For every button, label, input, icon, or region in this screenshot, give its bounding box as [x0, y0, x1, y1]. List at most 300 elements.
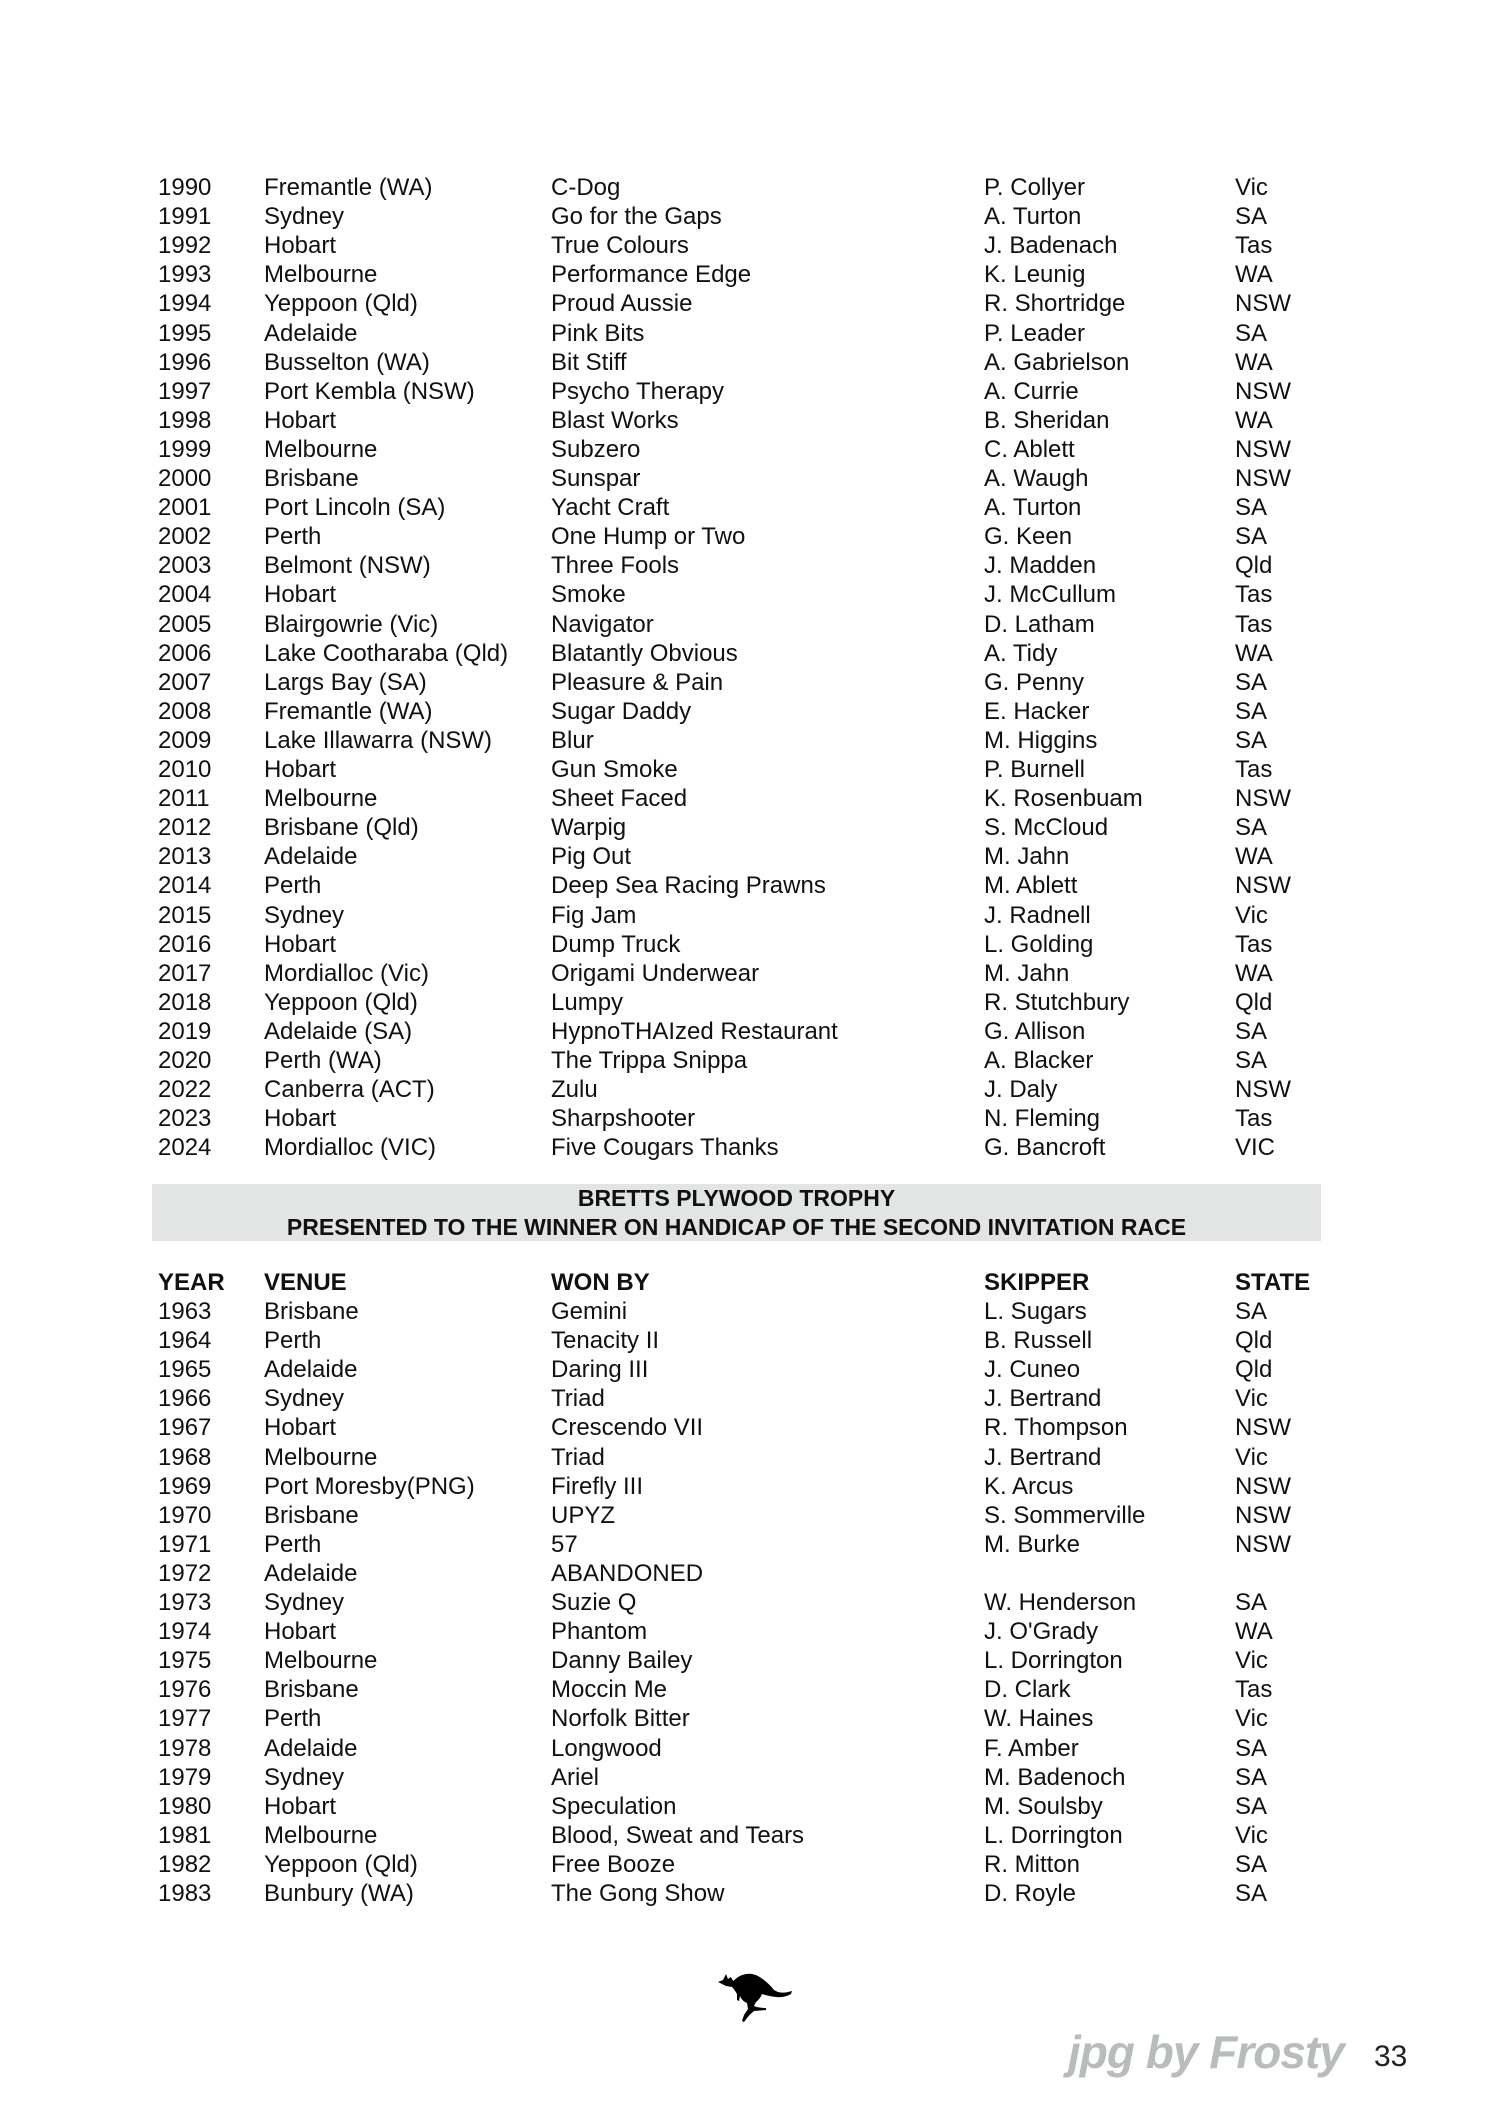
table-row: [0, 406, 1500, 435]
cell-won-by: Lumpy: [551, 988, 624, 1016]
cell-skipper: J. Bertrand: [984, 1443, 1102, 1471]
table-row: [0, 1530, 1500, 1559]
cell-year: 2018: [158, 988, 212, 1016]
cell-year: 1964: [158, 1327, 212, 1355]
cell-year: 1974: [158, 1618, 212, 1646]
table-row: [0, 522, 1500, 551]
cell-won-by: Psycho Therapy: [551, 377, 724, 405]
table-row: [0, 959, 1500, 988]
cell-state: SA: [1235, 203, 1268, 231]
cell-year: 1999: [158, 435, 212, 463]
trophy-subtitle: PRESENTED TO THE WINNER ON HANDICAP OF THE SECOND INVITATION RACE: [286, 1213, 1187, 1240]
cell-won-by: Blur: [551, 726, 594, 754]
cell-skipper: G. Bancroft: [984, 1134, 1106, 1162]
cell-venue: Hobart: [264, 1414, 337, 1442]
cell-year: 1968: [158, 1443, 212, 1471]
table-row: [0, 1017, 1500, 1046]
cell-won-by: Performance Edge: [551, 261, 752, 289]
cell-won-by: Pig Out: [551, 843, 632, 871]
cell-skipper: P. Burnell: [984, 756, 1085, 783]
cell-venue: Melbourne: [264, 1443, 378, 1471]
trophy-heading: [152, 1184, 1321, 1241]
cell-year: 2005: [158, 610, 212, 638]
cell-venue: Bunbury (WA): [264, 1880, 414, 1907]
cell-skipper: K. Leunig: [984, 261, 1086, 289]
cell-won-by: ABANDONED: [551, 1559, 704, 1587]
table-row: [0, 755, 1500, 784]
cell-won-by: Triad: [551, 1443, 605, 1471]
cell-won-by: Blood, Sweat and Tears: [551, 1821, 805, 1849]
cell-venue: Brisbane: [264, 1298, 359, 1325]
cell-year: 2004: [158, 581, 212, 609]
cell-skipper: L. Sugars: [984, 1298, 1087, 1325]
cell-won-by: 57: [551, 1530, 578, 1558]
cell-won-by: Suzie Q: [551, 1589, 637, 1616]
cell-won-by: Navigator: [551, 610, 654, 638]
cell-year: 1994: [158, 290, 212, 318]
cell-skipper: L. Dorrington: [984, 1821, 1123, 1849]
cell-won-by: Firefly III: [551, 1472, 644, 1500]
cell-year: 1975: [158, 1647, 212, 1675]
cell-won-by: Deep Sea Racing Prawns: [551, 872, 826, 900]
cell-state: SA: [1235, 814, 1268, 842]
cell-skipper: G. Keen: [984, 523, 1073, 551]
cell-skipper: L. Dorrington: [984, 1647, 1123, 1675]
cell-venue: Perth: [264, 872, 322, 900]
cell-year: 2014: [158, 872, 212, 900]
table-row: [0, 202, 1500, 231]
cell-venue: Adelaide: [264, 1356, 358, 1384]
cell-won-by: Three Fools: [551, 552, 680, 580]
cell-state: SA: [1235, 1298, 1268, 1325]
cell-state: Vic: [1235, 174, 1268, 201]
cell-state: WA: [1235, 261, 1273, 289]
cell-venue: Belmont (NSW): [264, 552, 431, 580]
cell-venue: Blairgowrie (Vic): [264, 610, 439, 638]
cell-won-by: Pink Bits: [551, 319, 645, 347]
cell-skipper: J. Daly: [984, 1076, 1058, 1104]
cell-won-by: Daring III: [551, 1356, 649, 1384]
table-row: [0, 1104, 1500, 1133]
cell-venue: Melbourne: [264, 1821, 378, 1849]
cell-year: 1990: [158, 174, 212, 201]
cell-won-by: Zulu: [551, 1076, 598, 1104]
cell-state: Vic: [1235, 1443, 1268, 1471]
cell-skipper: M. Higgins: [984, 726, 1098, 754]
cell-skipper: R. Thompson: [984, 1414, 1128, 1442]
cell-state: WA: [1235, 959, 1273, 987]
table-row: [0, 1046, 1500, 1075]
cell-year: 1978: [158, 1734, 212, 1762]
cell-year: 2019: [158, 1017, 212, 1045]
cell-year: 1998: [158, 406, 212, 434]
cell-state: Qld: [1235, 1356, 1273, 1384]
cell-venue: Brisbane: [264, 465, 359, 492]
table-header-row: [0, 1268, 1500, 1297]
table-row: [0, 348, 1500, 377]
cell-won-by: Go for the Gaps: [551, 203, 722, 231]
table-row: [0, 1646, 1500, 1675]
cell-won-by: Crescendo VII: [551, 1414, 704, 1442]
cell-venue: Canberra (ACT): [264, 1076, 435, 1104]
cell-won-by: Sheet Faced: [551, 785, 688, 813]
cell-year: 2000: [158, 465, 212, 492]
cell-venue: Brisbane: [264, 1501, 359, 1529]
cell-won-by: Proud Aussie: [551, 290, 693, 318]
cell-state: Tas: [1235, 1105, 1273, 1133]
table-row: [0, 289, 1500, 318]
cell-state: VIC: [1235, 1134, 1276, 1162]
cell-state: WA: [1235, 639, 1273, 667]
cell-year: 1969: [158, 1472, 212, 1500]
table-row: [0, 1675, 1500, 1704]
cell-skipper: B. Sheridan: [984, 406, 1110, 434]
kangaroo-icon: [714, 1968, 798, 2024]
cell-year: 2020: [158, 1047, 212, 1074]
cell-year: 2013: [158, 843, 212, 871]
cell-year: 1963: [158, 1298, 212, 1325]
header-skipper: SKIPPER: [984, 1269, 1090, 1296]
table-row: [0, 668, 1500, 697]
cell-skipper: A. Currie: [984, 377, 1079, 405]
cell-year: 2016: [158, 930, 212, 958]
cell-state: NSW: [1235, 1414, 1291, 1442]
cell-state: Vic: [1235, 901, 1268, 929]
cell-skipper: J. Bertrand: [984, 1385, 1102, 1413]
table-row: [0, 1588, 1500, 1617]
table-row: [0, 813, 1500, 842]
cell-venue: Adelaide: [264, 319, 358, 347]
cell-skipper: M. Ablett: [984, 872, 1078, 900]
header-state: STATE: [1235, 1269, 1311, 1296]
cell-won-by: Five Cougars Thanks: [551, 1134, 779, 1162]
table-row: [0, 1704, 1500, 1733]
table-row: [0, 231, 1500, 260]
cell-won-by: The Trippa Snippa: [551, 1047, 748, 1074]
cell-won-by: Origami Underwear: [551, 959, 760, 987]
cell-skipper: M. Jahn: [984, 959, 1070, 987]
cell-state: NSW: [1235, 377, 1291, 405]
cell-state: WA: [1235, 406, 1273, 434]
cell-skipper: D. Latham: [984, 610, 1095, 638]
cell-year: 2003: [158, 552, 212, 580]
cell-won-by: The Gong Show: [551, 1880, 725, 1907]
cell-won-by: Gun Smoke: [551, 756, 678, 783]
cell-venue: Largs Bay (SA): [264, 668, 427, 696]
cell-skipper: W. Henderson: [984, 1589, 1137, 1616]
table-row: [0, 1792, 1500, 1821]
cell-skipper: M. Jahn: [984, 843, 1070, 871]
table-row: [0, 1501, 1500, 1530]
cell-venue: Fremantle (WA): [264, 697, 433, 725]
cell-skipper: J. Radnell: [984, 901, 1091, 929]
table-row: [0, 697, 1500, 726]
cell-won-by: HypnoTHAIzed Restaurant: [551, 1017, 838, 1045]
table-row: [0, 1617, 1500, 1646]
cell-won-by: Sunspar: [551, 465, 641, 492]
cell-year: 1993: [158, 261, 212, 289]
table-row: [0, 930, 1500, 959]
cell-won-by: Blatantly Obvious: [551, 639, 738, 667]
cell-state: Tas: [1235, 232, 1273, 260]
cell-skipper: R. Stutchbury: [984, 988, 1130, 1016]
cell-skipper: E. Hacker: [984, 697, 1090, 725]
watermark: jpg by Frosty: [1068, 2026, 1344, 2078]
cell-venue: Mordialloc (VIC): [264, 1134, 437, 1162]
cell-year: 1970: [158, 1501, 212, 1529]
cell-state: SA: [1235, 668, 1268, 696]
cell-won-by: Moccin Me: [551, 1676, 668, 1704]
cell-won-by: One Hump or Two: [551, 523, 746, 551]
table-row: [0, 260, 1500, 289]
cell-won-by: Warpig: [551, 814, 627, 842]
cell-state: SA: [1235, 1763, 1268, 1791]
cell-venue: Brisbane (Qld): [264, 814, 419, 842]
cell-venue: Perth: [264, 523, 322, 551]
cell-venue: Port Lincoln (SA): [264, 494, 446, 522]
cell-venue: Sydney: [264, 901, 345, 929]
cell-venue: Hobart: [264, 1105, 337, 1133]
table-row: [0, 551, 1500, 580]
cell-skipper: A. Tidy: [984, 639, 1058, 667]
table-row: [0, 784, 1500, 813]
cell-year: 2002: [158, 523, 212, 551]
cell-year: 2011: [158, 785, 210, 813]
table-row: [0, 1821, 1500, 1850]
cell-year: 2006: [158, 639, 212, 667]
cell-venue: Melbourne: [264, 785, 378, 813]
cell-skipper: P. Leader: [984, 319, 1085, 347]
cell-year: 1995: [158, 319, 212, 347]
cell-won-by: Blast Works: [551, 406, 679, 434]
cell-venue: Lake Illawarra (NSW): [264, 726, 493, 754]
cell-venue: Hobart: [264, 930, 337, 958]
cell-skipper: R. Shortridge: [984, 290, 1126, 318]
table-row: [0, 1384, 1500, 1413]
cell-skipper: C. Ablett: [984, 435, 1075, 463]
cell-state: SA: [1235, 1734, 1268, 1762]
cell-venue: Perth (WA): [264, 1047, 382, 1074]
cell-venue: Fremantle (WA): [264, 174, 433, 201]
cell-skipper: S. McCloud: [984, 814, 1109, 842]
cell-venue: Mordialloc (Vic): [264, 959, 429, 987]
cell-venue: Adelaide: [264, 1734, 358, 1762]
cell-year: 1997: [158, 377, 212, 405]
cell-skipper: S. Sommerville: [984, 1501, 1146, 1529]
table-row: [0, 901, 1500, 930]
table-row: [0, 842, 1500, 871]
cell-won-by: Fig Jam: [551, 901, 637, 929]
cell-year: 1981: [158, 1821, 212, 1849]
cell-won-by: Norfolk Bitter: [551, 1705, 690, 1733]
cell-skipper: W. Haines: [984, 1705, 1094, 1733]
cell-venue: Hobart: [264, 1792, 337, 1820]
cell-venue: Hobart: [264, 756, 337, 783]
cell-year: 2007: [158, 668, 212, 696]
cell-skipper: B. Russell: [984, 1327, 1093, 1355]
cell-year: 2008: [158, 697, 212, 725]
cell-state: Tas: [1235, 930, 1273, 958]
cell-skipper: J. Cuneo: [984, 1356, 1081, 1384]
cell-won-by: Tenacity II: [551, 1327, 660, 1355]
cell-year: 1980: [158, 1792, 212, 1820]
cell-skipper: K. Rosenbuam: [984, 785, 1143, 813]
cell-year: 1965: [158, 1356, 212, 1384]
cell-won-by: Longwood: [551, 1734, 662, 1762]
cell-state: SA: [1235, 697, 1268, 725]
cell-year: 1996: [158, 348, 212, 376]
cell-won-by: Ariel: [551, 1763, 600, 1791]
cell-year: 1966: [158, 1385, 212, 1413]
cell-year: 1967: [158, 1414, 212, 1442]
cell-state: NSW: [1235, 1530, 1291, 1558]
cell-venue: Busselton (WA): [264, 348, 430, 376]
cell-state: WA: [1235, 843, 1273, 871]
cell-won-by: Sharpshooter: [551, 1105, 696, 1133]
table-row: [0, 580, 1500, 609]
cell-skipper: P. Collyer: [984, 174, 1085, 201]
cell-year: 2024: [158, 1134, 212, 1162]
cell-venue: Perth: [264, 1327, 322, 1355]
cell-year: 1976: [158, 1676, 212, 1704]
cell-won-by: Phantom: [551, 1618, 648, 1646]
cell-year: 1972: [158, 1559, 212, 1587]
table-row: [0, 988, 1500, 1017]
cell-state: Tas: [1235, 610, 1273, 638]
cell-won-by: Sugar Daddy: [551, 697, 692, 725]
cell-state: Tas: [1235, 756, 1273, 783]
cell-venue: Lake Cootharaba (Qld): [264, 639, 509, 667]
table-row: [0, 610, 1500, 639]
cell-state: Vic: [1235, 1385, 1268, 1413]
cell-year: 2009: [158, 726, 212, 754]
cell-skipper: D. Clark: [984, 1676, 1071, 1704]
cell-venue: Brisbane: [264, 1676, 359, 1704]
cell-year: 2017: [158, 959, 212, 987]
cell-venue: Yeppoon (Qld): [264, 290, 418, 318]
cell-won-by: Smoke: [551, 581, 626, 609]
cell-skipper: F. Amber: [984, 1734, 1079, 1762]
table-row: [0, 871, 1500, 900]
cell-skipper: M. Badenoch: [984, 1763, 1126, 1791]
table-row: [0, 726, 1500, 755]
cell-venue: Melbourne: [264, 435, 378, 463]
cell-venue: Sydney: [264, 1385, 345, 1413]
header-won-by: WON BY: [551, 1269, 650, 1296]
cell-state: Vic: [1235, 1821, 1268, 1849]
cell-state: SA: [1235, 1017, 1268, 1045]
cell-year: 1977: [158, 1705, 212, 1733]
cell-state: WA: [1235, 1618, 1273, 1646]
cell-skipper: R. Mitton: [984, 1850, 1081, 1878]
cell-won-by: Danny Bailey: [551, 1647, 693, 1675]
cell-year: 2015: [158, 901, 212, 929]
table-row: [0, 639, 1500, 668]
table-row: [0, 1734, 1500, 1763]
cell-state: SA: [1235, 1850, 1268, 1878]
cell-year: 2001: [158, 494, 212, 522]
cell-state: NSW: [1235, 435, 1291, 463]
cell-skipper: A. Turton: [984, 494, 1082, 522]
cell-state: Vic: [1235, 1705, 1268, 1733]
cell-skipper: A. Blacker: [984, 1047, 1094, 1074]
cell-venue: Hobart: [264, 406, 337, 434]
cell-skipper: A. Waugh: [984, 465, 1089, 492]
cell-year: 1973: [158, 1589, 212, 1616]
cell-year: 1971: [158, 1530, 212, 1558]
cell-won-by: C-Dog: [551, 174, 621, 201]
header-venue: VENUE: [264, 1269, 347, 1296]
cell-state: NSW: [1235, 465, 1291, 492]
table-row: [0, 435, 1500, 464]
table-row: [0, 377, 1500, 406]
cell-venue: Hobart: [264, 232, 337, 260]
cell-venue: Adelaide (SA): [264, 1017, 413, 1045]
table-row: [0, 1443, 1500, 1472]
cell-state: NSW: [1235, 872, 1291, 900]
cell-year: 1982: [158, 1850, 212, 1878]
table-row: [0, 1413, 1500, 1442]
cell-won-by: Gemini: [551, 1298, 628, 1325]
header-year: YEAR: [158, 1269, 225, 1296]
cell-state: NSW: [1235, 1076, 1291, 1104]
cell-skipper: J. Badenach: [984, 232, 1118, 260]
table-row: [0, 1297, 1500, 1326]
cell-won-by: Yacht Craft: [551, 494, 670, 522]
cell-venue: Sydney: [264, 203, 345, 231]
cell-skipper: J. O'Grady: [984, 1618, 1098, 1646]
cell-skipper: A. Gabrielson: [984, 348, 1130, 376]
cell-skipper: G. Penny: [984, 668, 1085, 696]
cell-venue: Perth: [264, 1705, 322, 1733]
cell-year: 2010: [158, 756, 212, 783]
cell-venue: Hobart: [264, 1618, 337, 1646]
cell-state: Qld: [1235, 1327, 1273, 1355]
cell-won-by: UPYZ: [551, 1501, 616, 1529]
cell-state: SA: [1235, 523, 1268, 551]
table-row: [0, 1850, 1500, 1879]
cell-state: SA: [1235, 319, 1268, 347]
cell-state: Qld: [1235, 552, 1273, 580]
cell-year: 1992: [158, 232, 212, 260]
cell-state: Tas: [1235, 581, 1273, 609]
table-row: [0, 1075, 1500, 1104]
cell-skipper: N. Fleming: [984, 1105, 1101, 1133]
cell-won-by: Free Booze: [551, 1850, 676, 1878]
cell-state: NSW: [1235, 1472, 1291, 1500]
cell-won-by: Subzero: [551, 435, 641, 463]
cell-year: 2012: [158, 814, 212, 842]
cell-skipper: G. Allison: [984, 1017, 1086, 1045]
cell-state: NSW: [1235, 1501, 1291, 1529]
trophy-title: BRETTS PLYWOOD TROPHY: [577, 1185, 896, 1211]
table-row: [0, 1355, 1500, 1384]
cell-skipper: L. Golding: [984, 930, 1094, 958]
cell-state: NSW: [1235, 290, 1291, 318]
table-row: [0, 319, 1500, 348]
cell-year: 1979: [158, 1763, 212, 1791]
cell-state: NSW: [1235, 785, 1291, 813]
cell-venue: Adelaide: [264, 1559, 358, 1587]
cell-skipper: M. Burke: [984, 1530, 1081, 1558]
cell-venue: Melbourne: [264, 261, 378, 289]
cell-venue: Port Kembla (NSW): [264, 377, 475, 405]
table-row: [0, 1879, 1500, 1908]
cell-venue: Port Moresby(PNG): [264, 1472, 475, 1500]
table-row: [0, 493, 1500, 522]
cell-skipper: D. Royle: [984, 1880, 1077, 1907]
cell-won-by: Bit Stiff: [551, 348, 627, 376]
